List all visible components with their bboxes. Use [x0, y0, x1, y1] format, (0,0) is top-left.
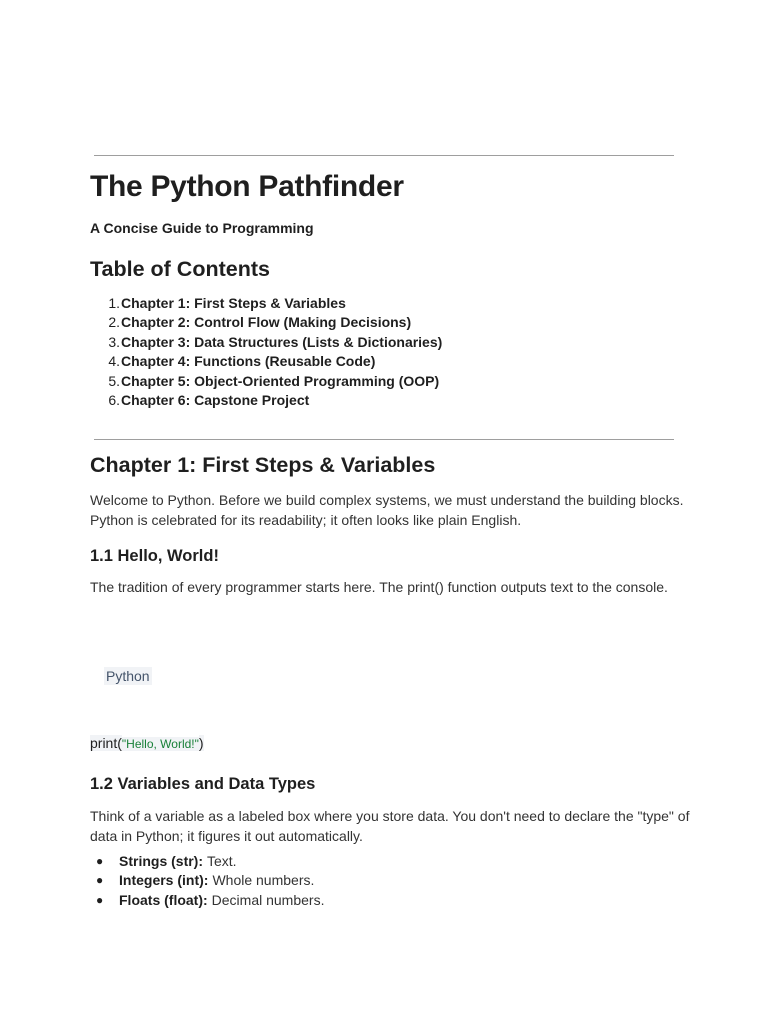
chapter-heading: Chapter 1: First Steps & Variables	[90, 453, 436, 477]
list-item	[90, 891, 324, 910]
toc-item-number: 4.	[108, 353, 120, 370]
toc-list	[90, 294, 442, 410]
bullet-icon: ●	[96, 854, 104, 868]
data-types-list	[90, 852, 324, 910]
code-language-label: Python	[106, 668, 150, 684]
toc-item[interactable]	[90, 313, 442, 332]
document-subtitle: A Concise Guide to Programming	[90, 220, 314, 236]
bullet-icon: ●	[96, 873, 104, 888]
toc-item-label[interactable]: Chapter 1: First Steps & Variables	[121, 295, 346, 311]
toc-item-label[interactable]: Chapter 4: Functions (Reusable Code)	[121, 353, 376, 370]
toc-item-number: 3.	[108, 333, 120, 350]
code-paren: )	[198, 735, 204, 751]
toc-item[interactable]	[90, 294, 442, 313]
toc-item-label[interactable]: Chapter 3: Data Structures (Lists & Dictionaries)	[121, 333, 443, 350]
code-block	[90, 735, 204, 751]
section-text: The tradition of every programmer starts here. The print() function outputs text to the console.	[90, 579, 668, 595]
list-item-desc: Decimal numbers.	[211, 891, 325, 908]
list-item-desc: Whole numbers.	[212, 872, 315, 889]
toc-item-number: 2.	[108, 314, 120, 331]
toc-item[interactable]	[90, 352, 442, 371]
list-item-term: Integers (int):	[119, 872, 209, 889]
section-text: Think of a variable as a labeled box where you store data. You don't need to declare the "type" of data in Python; it figures it out automatically.	[90, 808, 690, 844]
code-string: "Hello, World!"	[121, 737, 199, 751]
bullet-icon: ●	[96, 892, 104, 907]
chapter-intro: Welcome to Python. Before we build complex systems, we must understand the building blocks. Python is celebrated for its readability; it often looks like plain English.	[90, 492, 684, 528]
document-title: The Python Pathfinder	[90, 170, 404, 203]
code-function: print(	[90, 735, 122, 751]
toc-item-number: 6.	[108, 391, 120, 408]
list-item-desc: Text.	[207, 853, 237, 869]
section-heading: 1.2 Variables and Data Types	[90, 775, 316, 793]
toc-item-number: 1.	[108, 295, 120, 311]
toc-item[interactable]	[90, 391, 442, 410]
toc-item-label[interactable]: Chapter 2: Control Flow (Making Decisions)	[121, 314, 412, 331]
toc-item[interactable]	[90, 333, 442, 352]
list-item-term: Strings (str):	[119, 853, 203, 869]
toc-item[interactable]	[90, 372, 442, 391]
list-item-term: Floats (float):	[119, 891, 208, 908]
toc-item-number: 5.	[108, 372, 120, 389]
list-item	[90, 871, 324, 890]
toc-item-label[interactable]: Chapter 6: Capstone Project	[121, 391, 310, 408]
toc-heading: Table of Contents	[90, 257, 270, 281]
top-divider	[94, 155, 674, 156]
section-heading: 1.1 Hello, World!	[90, 547, 219, 565]
section-divider	[94, 439, 674, 440]
toc-item-label[interactable]: Chapter 5: Object-Oriented Programming (OOP)	[121, 372, 440, 389]
list-item	[90, 852, 324, 871]
